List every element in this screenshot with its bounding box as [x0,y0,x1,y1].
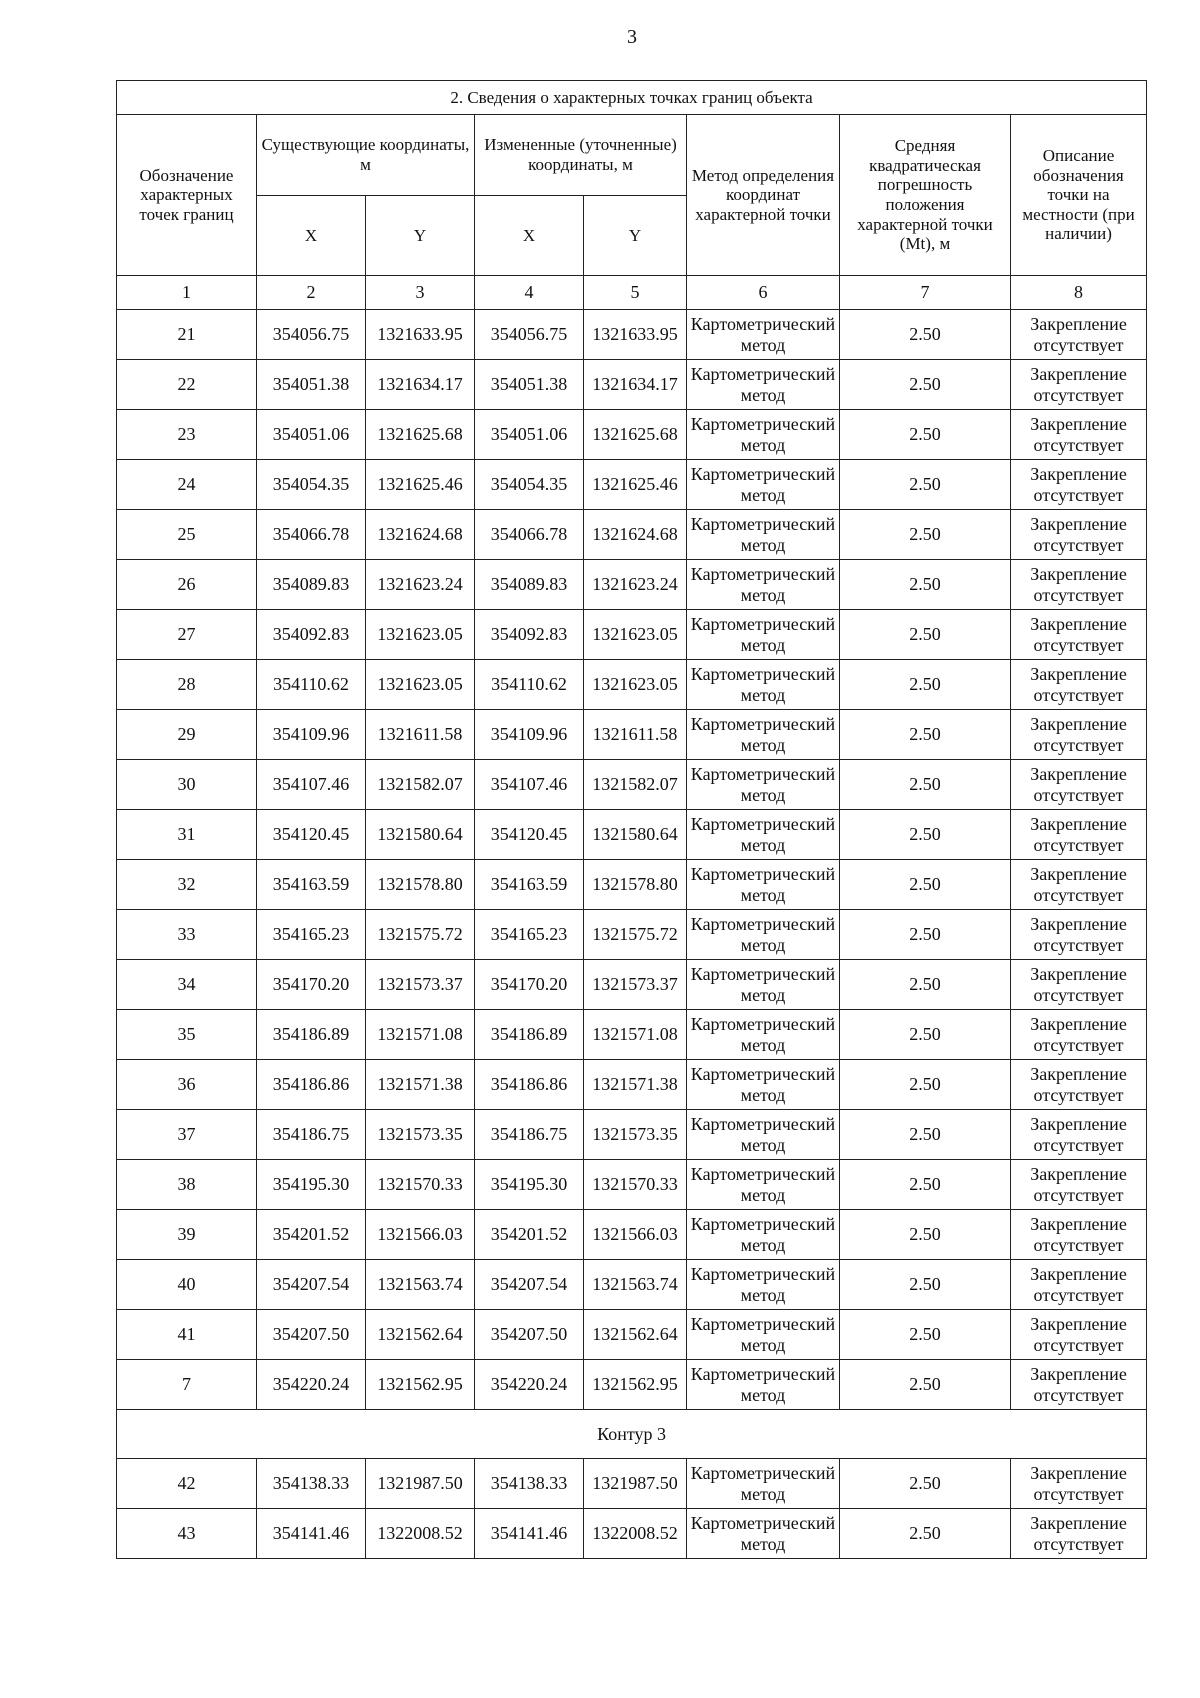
description-cell: Закрепление отсутствует [1011,1459,1147,1509]
point-cell: 21 [117,310,257,360]
table-row [117,310,1147,360]
method-cell: Картометрический метод [687,1260,840,1310]
method-cell: Картометрический метод [687,710,840,760]
accuracy-cell: 2.50 [840,510,1011,560]
changed-y-cell: 1321578.80 [584,860,687,910]
accuracy-cell: 2.50 [840,1160,1011,1210]
table-row [117,1260,1147,1310]
changed-y-cell: 1321611.58 [584,710,687,760]
table-row [117,410,1147,460]
point-cell: 31 [117,810,257,860]
method-cell: Картометрический метод [687,560,840,610]
existing-x-cell: 354054.35 [257,460,366,510]
existing-y-cell: 1321987.50 [366,1459,475,1509]
changed-x-cell: 354051.06 [475,410,584,460]
description-cell: Закрепление отсутствует [1011,1310,1147,1360]
method-cell: Картометрический метод [687,1110,840,1160]
changed-y-cell: 1321573.35 [584,1110,687,1160]
method-cell: Картометрический метод [687,1060,840,1110]
point-cell: 42 [117,1459,257,1509]
header-existing-y: Y [366,196,475,276]
existing-x-cell: 354066.78 [257,510,366,560]
header-description: Описание обозначения точки на местности (при наличии) [1011,115,1147,276]
method-cell: Картометрический метод [687,960,840,1010]
changed-y-cell: 1321987.50 [584,1459,687,1509]
table-row [117,1010,1147,1060]
column-number: 5 [584,276,687,310]
description-cell: Закрепление отсутствует [1011,1260,1147,1310]
method-cell: Картометрический метод [687,910,840,960]
table-row [117,910,1147,960]
table-row [117,1310,1147,1360]
header-changed-y: Y [584,196,687,276]
point-cell: 43 [117,1509,257,1559]
method-cell: Картометрический метод [687,1509,840,1559]
existing-x-cell: 354056.75 [257,310,366,360]
description-cell: Закрепление отсутствует [1011,910,1147,960]
accuracy-cell: 2.50 [840,1060,1011,1110]
table-row [117,560,1147,610]
point-cell: 40 [117,1260,257,1310]
point-cell: 39 [117,1210,257,1260]
existing-y-cell: 1321571.38 [366,1060,475,1110]
point-cell: 25 [117,510,257,560]
accuracy-cell: 2.50 [840,360,1011,410]
method-cell: Картометрический метод [687,810,840,860]
column-number: 2 [257,276,366,310]
existing-x-cell: 354163.59 [257,860,366,910]
method-cell: Картометрический метод [687,860,840,910]
existing-y-cell: 1321625.68 [366,410,475,460]
changed-x-cell: 354054.35 [475,460,584,510]
method-cell: Картометрический метод [687,410,840,460]
existing-x-cell: 354120.45 [257,810,366,860]
existing-x-cell: 354051.06 [257,410,366,460]
changed-x-cell: 354138.33 [475,1459,584,1509]
existing-y-cell: 1321562.95 [366,1360,475,1410]
changed-y-cell: 1321623.05 [584,660,687,710]
method-cell: Картометрический метод [687,1360,840,1410]
column-number: 3 [366,276,475,310]
changed-x-cell: 354107.46 [475,760,584,810]
point-cell: 27 [117,610,257,660]
header-changed-x: X [475,196,584,276]
changed-x-cell: 354186.75 [475,1110,584,1160]
description-cell: Закрепление отсутствует [1011,760,1147,810]
existing-x-cell: 354138.33 [257,1459,366,1509]
changed-y-cell: 1321575.72 [584,910,687,960]
changed-x-cell: 354207.54 [475,1260,584,1310]
changed-x-cell: 354201.52 [475,1210,584,1260]
point-cell: 38 [117,1160,257,1210]
description-cell: Закрепление отсутствует [1011,1160,1147,1210]
accuracy-cell: 2.50 [840,1310,1011,1360]
header-existing-coordinates: Существующие координаты, м [257,115,475,196]
accuracy-cell: 2.50 [840,710,1011,760]
existing-y-cell: 1321566.03 [366,1210,475,1260]
accuracy-cell: 2.50 [840,1509,1011,1559]
existing-x-cell: 354170.20 [257,960,366,1010]
point-cell: 32 [117,860,257,910]
existing-y-cell: 1321562.64 [366,1310,475,1360]
existing-x-cell: 354186.75 [257,1110,366,1160]
point-cell: 22 [117,360,257,410]
changed-y-cell: 1321573.37 [584,960,687,1010]
accuracy-cell: 2.50 [840,810,1011,860]
existing-y-cell: 1321578.80 [366,860,475,910]
changed-y-cell: 1321624.68 [584,510,687,560]
table-row [117,760,1147,810]
changed-x-cell: 354186.89 [475,1010,584,1060]
existing-x-cell: 354109.96 [257,710,366,760]
header-changed-coordinates: Измененные (уточненные) координаты, м [475,115,687,196]
table-row [117,1160,1147,1210]
changed-y-cell: 1321633.95 [584,310,687,360]
existing-y-cell: 1321633.95 [366,310,475,360]
accuracy-cell: 2.50 [840,410,1011,460]
table-title: 2. Сведения о характерных точках границ объекта [117,81,1147,115]
existing-x-cell: 354186.86 [257,1060,366,1110]
changed-y-cell: 1321566.03 [584,1210,687,1260]
changed-y-cell: 1321625.46 [584,460,687,510]
changed-x-cell: 354066.78 [475,510,584,560]
table-row [117,1060,1147,1110]
method-cell: Картометрический метод [687,1310,840,1360]
existing-x-cell: 354220.24 [257,1360,366,1410]
description-cell: Закрепление отсутствует [1011,960,1147,1010]
method-cell: Картометрический метод [687,460,840,510]
method-cell: Картометрический метод [687,660,840,710]
description-cell: Закрепление отсутствует [1011,610,1147,660]
changed-x-cell: 354195.30 [475,1160,584,1210]
existing-y-cell: 1321573.35 [366,1110,475,1160]
description-cell: Закрепление отсутствует [1011,310,1147,360]
method-cell: Картометрический метод [687,510,840,560]
table-row [117,1210,1147,1260]
accuracy-cell: 2.50 [840,660,1011,710]
table-row [117,710,1147,760]
accuracy-cell: 2.50 [840,1459,1011,1509]
changed-y-cell: 1321563.74 [584,1260,687,1310]
existing-x-cell: 354195.30 [257,1160,366,1210]
existing-x-cell: 354207.50 [257,1310,366,1360]
method-cell: Картометрический метод [687,1210,840,1260]
existing-x-cell: 354089.83 [257,560,366,610]
existing-x-cell: 354051.38 [257,360,366,410]
existing-y-cell: 1322008.52 [366,1509,475,1559]
method-cell: Картометрический метод [687,360,840,410]
point-cell: 29 [117,710,257,760]
accuracy-cell: 2.50 [840,460,1011,510]
changed-x-cell: 354170.20 [475,960,584,1010]
existing-y-cell: 1321611.58 [366,710,475,760]
changed-y-cell: 1321562.64 [584,1310,687,1360]
accuracy-cell: 2.50 [840,960,1011,1010]
changed-y-cell: 1321570.33 [584,1160,687,1210]
changed-y-cell: 1322008.52 [584,1509,687,1559]
header-existing-x: X [257,196,366,276]
table-row [117,1509,1147,1559]
description-cell: Закрепление отсутствует [1011,860,1147,910]
method-cell: Картометрический метод [687,1010,840,1060]
changed-x-cell: 354109.96 [475,710,584,760]
changed-x-cell: 354056.75 [475,310,584,360]
changed-x-cell: 354120.45 [475,810,584,860]
changed-x-cell: 354163.59 [475,860,584,910]
accuracy-cell: 2.50 [840,860,1011,910]
page-number: 3 [627,26,637,48]
accuracy-cell: 2.50 [840,310,1011,360]
point-cell: 28 [117,660,257,710]
description-cell: Закрепление отсутствует [1011,510,1147,560]
changed-y-cell: 1321562.95 [584,1360,687,1410]
table-row [117,1459,1147,1509]
changed-x-cell: 354051.38 [475,360,584,410]
existing-y-cell: 1321623.05 [366,660,475,710]
point-cell: 7 [117,1360,257,1410]
column-number: 4 [475,276,584,310]
existing-y-cell: 1321563.74 [366,1260,475,1310]
existing-y-cell: 1321623.05 [366,610,475,660]
point-cell: 26 [117,560,257,610]
header-accuracy: Средняя квадратическая погрешность положения характерной точки (Mt), м [840,115,1011,276]
existing-y-cell: 1321575.72 [366,910,475,960]
existing-x-cell: 354165.23 [257,910,366,960]
accuracy-cell: 2.50 [840,610,1011,660]
point-cell: 41 [117,1310,257,1360]
accuracy-cell: 2.50 [840,1210,1011,1260]
point-cell: 24 [117,460,257,510]
existing-x-cell: 354201.52 [257,1210,366,1260]
existing-x-cell: 354141.46 [257,1509,366,1559]
column-number: 7 [840,276,1011,310]
changed-x-cell: 354089.83 [475,560,584,610]
description-cell: Закрепление отсутствует [1011,560,1147,610]
point-cell: 37 [117,1110,257,1160]
contour-row [117,1410,1147,1459]
accuracy-cell: 2.50 [840,560,1011,610]
existing-y-cell: 1321623.24 [366,560,475,610]
contour-label: Контур 3 [117,1410,1147,1459]
changed-x-cell: 354110.62 [475,660,584,710]
existing-y-cell: 1321582.07 [366,760,475,810]
existing-x-cell: 354107.46 [257,760,366,810]
changed-y-cell: 1321623.24 [584,560,687,610]
table-row [117,460,1147,510]
point-cell: 34 [117,960,257,1010]
changed-x-cell: 354092.83 [475,610,584,660]
description-cell: Закрепление отсутствует [1011,1509,1147,1559]
changed-y-cell: 1321625.68 [584,410,687,460]
existing-y-cell: 1321580.64 [366,810,475,860]
changed-y-cell: 1321634.17 [584,360,687,410]
point-cell: 36 [117,1060,257,1110]
method-cell: Картометрический метод [687,1459,840,1509]
point-cell: 23 [117,410,257,460]
column-number: 8 [1011,276,1147,310]
existing-y-cell: 1321624.68 [366,510,475,560]
existing-x-cell: 354186.89 [257,1010,366,1060]
changed-x-cell: 354165.23 [475,910,584,960]
changed-y-cell: 1321571.08 [584,1010,687,1060]
point-cell: 30 [117,760,257,810]
description-cell: Закрепление отсутствует [1011,710,1147,760]
description-cell: Закрепление отсутствует [1011,1110,1147,1160]
accuracy-cell: 2.50 [840,1360,1011,1410]
method-cell: Картометрический метод [687,310,840,360]
description-cell: Закрепление отсутствует [1011,410,1147,460]
accuracy-cell: 2.50 [840,910,1011,960]
existing-x-cell: 354207.54 [257,1260,366,1310]
table-row [117,1360,1147,1410]
table-row [117,1110,1147,1160]
column-number-row [117,276,1147,310]
existing-y-cell: 1321573.37 [366,960,475,1010]
changed-y-cell: 1321582.07 [584,760,687,810]
table-row [117,860,1147,910]
existing-y-cell: 1321571.08 [366,1010,475,1060]
description-cell: Закрепление отсутствует [1011,1360,1147,1410]
changed-x-cell: 354207.50 [475,1310,584,1360]
changed-x-cell: 354141.46 [475,1509,584,1559]
existing-y-cell: 1321625.46 [366,460,475,510]
table-row [117,660,1147,710]
description-cell: Закрепление отсутствует [1011,660,1147,710]
changed-y-cell: 1321571.38 [584,1060,687,1110]
boundary-points-table [116,80,1147,1559]
header-method: Метод определения координат характерной точки [687,115,840,276]
table-row [117,960,1147,1010]
point-cell: 33 [117,910,257,960]
accuracy-cell: 2.50 [840,1110,1011,1160]
description-cell: Закрепление отсутствует [1011,1010,1147,1060]
description-cell: Закрепление отсутствует [1011,460,1147,510]
table-row [117,360,1147,410]
existing-x-cell: 354110.62 [257,660,366,710]
method-cell: Картометрический метод [687,610,840,660]
table-row [117,610,1147,660]
column-number: 6 [687,276,840,310]
changed-y-cell: 1321580.64 [584,810,687,860]
table-row [117,810,1147,860]
accuracy-cell: 2.50 [840,1260,1011,1310]
changed-x-cell: 354186.86 [475,1060,584,1110]
point-cell: 35 [117,1010,257,1060]
accuracy-cell: 2.50 [840,760,1011,810]
table-row [117,510,1147,560]
method-cell: Картометрический метод [687,1160,840,1210]
description-cell: Закрепление отсутствует [1011,1060,1147,1110]
existing-y-cell: 1321570.33 [366,1160,475,1210]
description-cell: Закрепление отсутствует [1011,810,1147,860]
accuracy-cell: 2.50 [840,1010,1011,1060]
existing-y-cell: 1321634.17 [366,360,475,410]
changed-y-cell: 1321623.05 [584,610,687,660]
existing-x-cell: 354092.83 [257,610,366,660]
description-cell: Закрепление отсутствует [1011,1210,1147,1260]
method-cell: Картометрический метод [687,760,840,810]
header-point: Обозначение характерных точек границ [117,115,257,276]
description-cell: Закрепление отсутствует [1011,360,1147,410]
changed-x-cell: 354220.24 [475,1360,584,1410]
column-number: 1 [117,276,257,310]
